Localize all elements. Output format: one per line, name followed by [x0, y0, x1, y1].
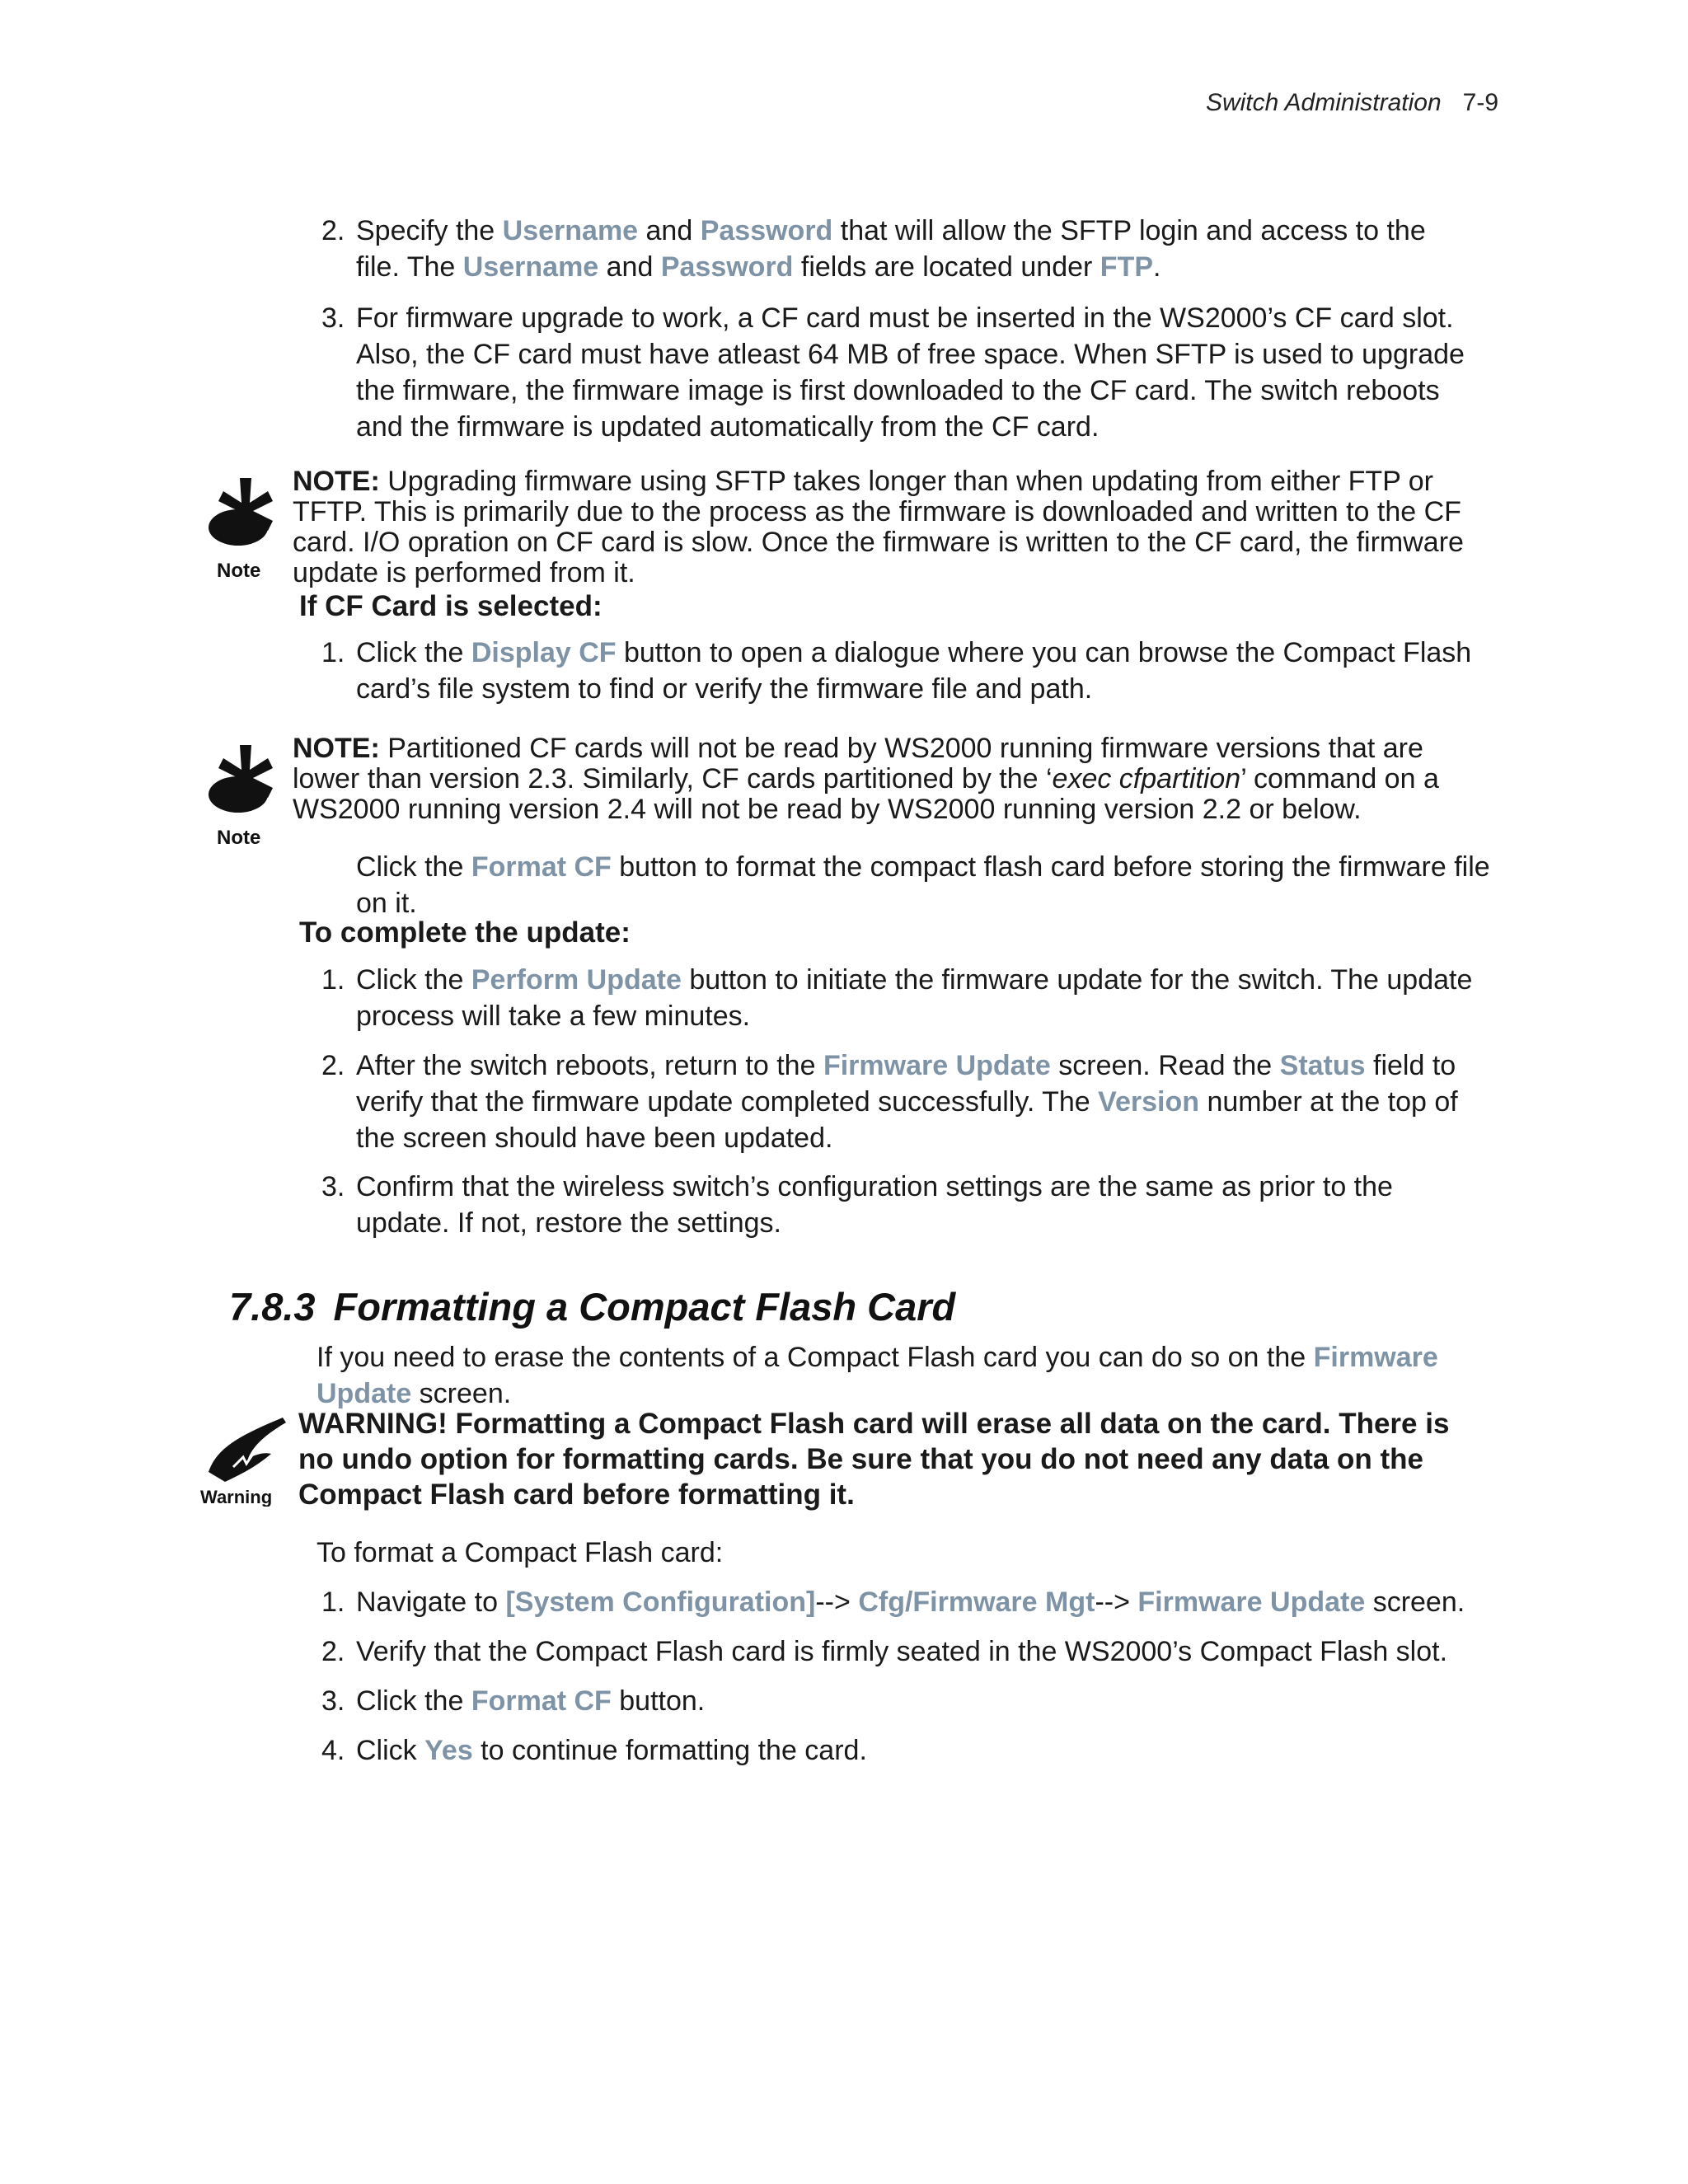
ui-reference: Yes: [424, 1735, 473, 1766]
ui-reference: Username: [462, 251, 599, 283]
text-run: -->: [815, 1586, 859, 1618]
section-number: 7.8.3: [229, 1285, 316, 1329]
step-text: [356, 1047, 1477, 1156]
step-text: [356, 635, 1477, 707]
text-run: fields are located under: [793, 251, 1100, 283]
ui-reference: Firmware Update: [823, 1050, 1051, 1081]
ui-reference: Format CF: [471, 1685, 612, 1717]
step-number: 4.: [321, 1735, 345, 1766]
note-block: [293, 733, 1471, 825]
text-run: and: [638, 215, 701, 246]
ui-reference: Display CF: [471, 637, 617, 668]
step-number: 1.: [321, 1586, 345, 1618]
text-run: and: [598, 251, 661, 283]
text-run: button to initiate the firmware update for the switch. The update process will take a few minutes.: [356, 964, 1473, 1032]
note-icon: [200, 742, 291, 849]
page-number: 7-9: [1462, 89, 1498, 116]
ui-reference: Firmware Update: [316, 1342, 1438, 1409]
ui-reference: Format CF: [471, 851, 612, 883]
list-item: [321, 1732, 1477, 1769]
text-run: .: [1153, 251, 1161, 283]
ui-reference: [System Configuration]: [505, 1586, 816, 1618]
step-number: 2.: [321, 1050, 345, 1081]
step-text: [356, 1732, 1477, 1769]
text-run: If you need to erase the contents of a Compact Flash card you can do so on the: [316, 1342, 1314, 1373]
note-icon: [200, 475, 291, 582]
list-item: [321, 1683, 1477, 1719]
note-text-after: ’ command on a WS2000 running version 2.4 will not be read by WS2000 running version 2.2 or below.: [293, 763, 1439, 825]
text-run: screen.: [411, 1378, 512, 1409]
list-item: [321, 635, 1477, 707]
text-run: field to verify that the firmware update completed successfully. The: [356, 1050, 1456, 1118]
cf-heading: If CF Card is selected:: [299, 590, 603, 622]
step-text: [356, 1584, 1477, 1620]
note-icon-label: Note: [217, 560, 261, 582]
step-text: [356, 1169, 1477, 1241]
text-run: Confirm that the wireless switch’s configuration settings are the same as prior to the update. If not, restore the settings.: [356, 1171, 1393, 1239]
ui-reference: Status: [1279, 1050, 1366, 1081]
note-icon-label: Note: [217, 827, 261, 849]
list-item: [321, 300, 1477, 445]
text-run: to continue formatting the card.: [472, 1735, 867, 1766]
text-run: Click the: [356, 1685, 471, 1717]
step-number: 3.: [321, 302, 345, 334]
text-run: button to format the compact flash card before storing the firmware file on it.: [356, 851, 1490, 919]
section-title: Formatting a Compact Flash Card: [333, 1285, 956, 1329]
ui-reference: Perform Update: [471, 964, 682, 996]
text-run: Verify that the Compact Flash card is firmly seated in the WS2000’s Compact Flash slot.: [356, 1636, 1448, 1667]
ui-reference: Cfg/Firmware Mgt: [858, 1586, 1095, 1618]
text-run: screen.: [1365, 1586, 1465, 1618]
step-number: 2.: [321, 215, 345, 246]
ui-reference: Password: [700, 215, 833, 246]
text-run: -->: [1095, 1586, 1138, 1618]
text-run: Click the: [356, 851, 471, 883]
note-text-before: Partitioned CF cards will not be read by WS2000 running firmware versions that are lower than version 2.3. Similarly, CF cards partitioned by the ‘: [293, 733, 1423, 794]
warning-icon-label: Warning: [200, 1487, 273, 1507]
step-number: 3.: [321, 1171, 345, 1202]
ui-reference: Version: [1098, 1086, 1199, 1118]
step-number: 3.: [321, 1685, 345, 1717]
step-text: [356, 300, 1477, 445]
text-run: Click the: [356, 964, 471, 996]
list-item: [321, 1047, 1477, 1156]
text-run: Specify the: [356, 215, 503, 246]
text-run: For firmware upgrade to work, a CF card must be inserted in the WS2000’s CF card slot. Also, the CF card must have atleast 64 MB of free space. When SFTP is used to upgrade the firmware, the firmware image is first downloaded to the CF card. The switch reboots and the firmware is updated automatically from the CF card.: [356, 302, 1465, 443]
step-text: [356, 1633, 1477, 1670]
note-label: NOTE:: [293, 466, 380, 497]
ui-reference: Firmware Update: [1137, 1586, 1366, 1618]
format-intro: To format a Compact Flash card:: [316, 1537, 724, 1568]
note-block: [293, 466, 1471, 588]
command-name: exec cfpartition: [1052, 763, 1241, 794]
list-item: [321, 1169, 1477, 1241]
note-label: NOTE:: [293, 733, 380, 764]
text-run: button.: [611, 1685, 706, 1717]
list-item: [321, 213, 1477, 285]
text-run: that will allow the SFTP login and access to the file. The: [356, 215, 1426, 283]
text-run: Click the: [356, 637, 471, 668]
text-run: button to open a dialogue where you can browse the Compact Flash card’s file system to find or verify the firmware file and path.: [356, 637, 1472, 705]
note-text: Upgrading firmware using SFTP takes longer than when updating from either FTP or TFTP. This is primarily due to the process as the firmware is downloaded and written to the CF card. I/O opration on CF card is slow. Once the firmware is written to the CF card, the firmware update is performed from it.: [293, 466, 1464, 588]
step-text: [356, 962, 1477, 1034]
section-intro: [316, 1339, 1495, 1412]
warning-text: WARNING! Formatting a Compact Flash card will erase all data on the card. There is no undo option for formatting cards. Be sure that you do not need any data on the Compact Flash card before formatting it.: [298, 1408, 1450, 1511]
complete-heading: To complete the update:: [299, 916, 631, 949]
text-run: Click: [356, 1735, 425, 1766]
text-run: After the switch reboots, return to the: [356, 1050, 823, 1081]
list-item: [321, 962, 1477, 1034]
step-number: 2.: [321, 1636, 345, 1667]
section-heading: [229, 1284, 955, 1329]
ui-reference: Password: [660, 251, 794, 283]
step-number: 1.: [321, 637, 345, 668]
header-section: Switch Administration: [1205, 89, 1442, 116]
step-number: 1.: [321, 964, 345, 996]
list-item: [321, 1633, 1477, 1670]
text-run: number at the top of the screen should have been updated.: [356, 1086, 1458, 1154]
text-run: Navigate to: [356, 1586, 506, 1618]
list-item: [321, 1584, 1477, 1620]
warning-icon: [200, 1414, 293, 1507]
step-text: [356, 1683, 1477, 1719]
ui-reference: FTP: [1100, 251, 1154, 283]
running-header: [1206, 89, 1498, 117]
format-line: [356, 849, 1493, 921]
text-run: screen. Read the: [1050, 1050, 1280, 1081]
ui-reference: Username: [502, 215, 639, 246]
step-text: [356, 213, 1477, 285]
